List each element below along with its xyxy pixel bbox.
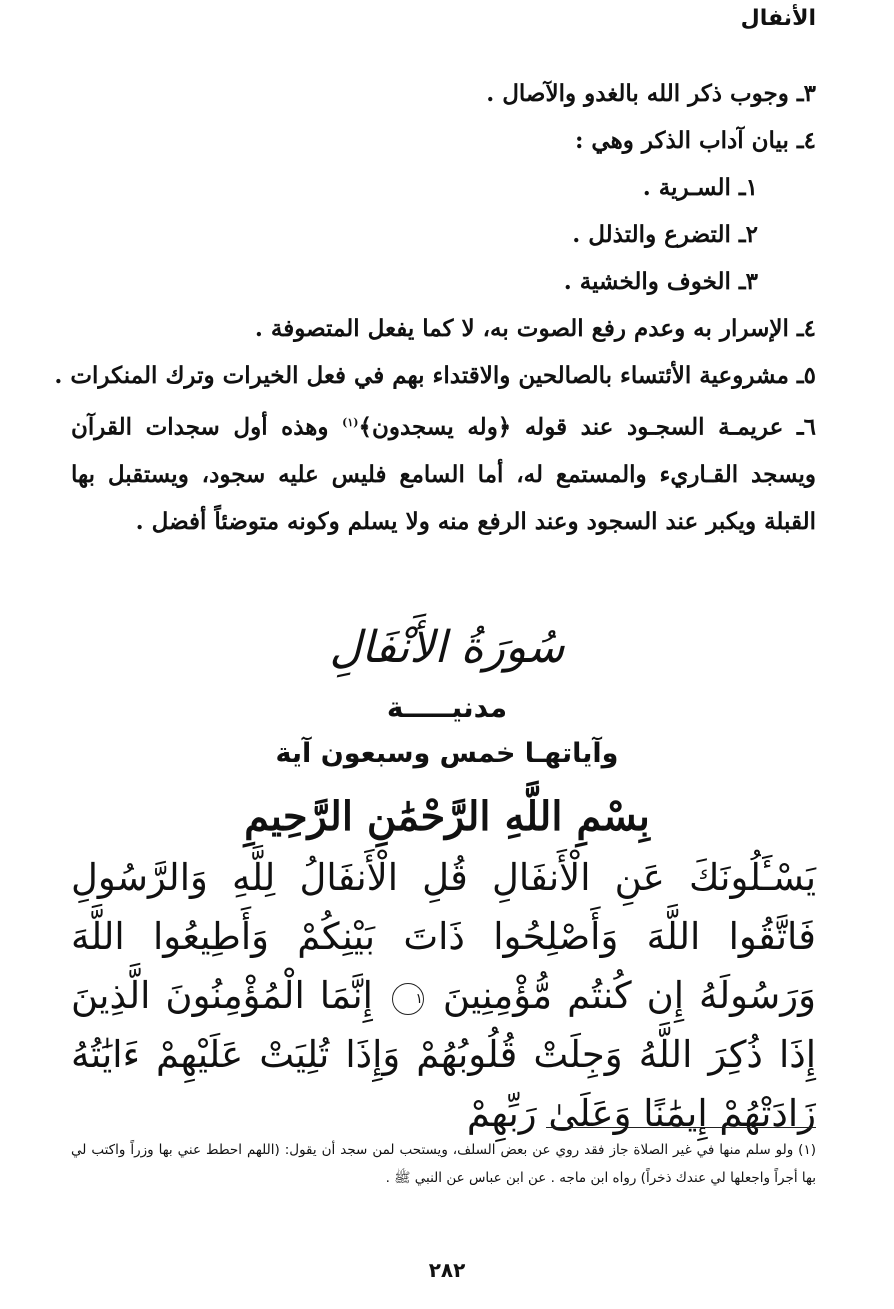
surah-type: مدنيـــــة xyxy=(386,691,508,724)
surah-title: سُورَةُ الأَنْفَالِ xyxy=(329,622,565,673)
sub-item-3: ٣ـ الخوف والخشية . xyxy=(563,268,758,295)
footnote-reference: (١) xyxy=(342,416,359,429)
surah-verse-count: وآياتهـا خمس وسبعون آية xyxy=(275,738,619,769)
surah-heading xyxy=(0,612,894,850)
list-item-6-text: ٦ـ عريمـة السجـود عند قوله ﴿وله يسجدون﴾ xyxy=(358,413,816,441)
quran-verses xyxy=(71,848,816,1143)
footnote: (١) ولو سلم منها في غير الصلاة جاز فقد روي عن بعض السلف، ويستحب لمن سجد أن يقول: (اللهم احطط عني بها وزراً واكتب لي بها أجراً واجعلها لي عندك ذخراً) رواه ابن ماجه . عن ابن عباس عن النبي ﷺ . xyxy=(71,1142,816,1186)
verse-1-text: يَسْـَٔلُونَكَ عَنِ الْأَنفَالِ قُلِ الْأَنفَالُ لِلَّهِ وَالرَّسُولِ فَاتَّقُوا اللَّهَ وَأَصْلِحُوا ذَاتَ بَيْنِكُمْ وَأَطِيعُوا اللَّهَ وَرَسُولَهُ إِن كُنتُم مُّؤْمِنِينَ xyxy=(71,856,816,1017)
list-item-3: ٣ـ وجوب ذكر الله بالغدو والآصال . xyxy=(486,80,816,107)
list-item-5: ٥ـ مشروعية الأئتساء بالصالحين والاقتداء بهم في فعل الخيرات وترك المنكرات . xyxy=(54,362,816,389)
running-header: الأنفال xyxy=(740,6,816,31)
verse-2-text: إِنَّمَا الْمُؤْمِنُونَ الَّذِينَ إِذَا ذُكِرَ اللَّهُ وَجِلَتْ قُلُوبُهُمْ وَإِذَا تُلِيَتْ عَلَيْهِمْ ءَايَٰتُهُ زَادَتْهُمْ إِيمَٰنًا وَعَلَىٰ رَبِّهِمْ xyxy=(71,974,816,1135)
page-number: ٢٨٢ xyxy=(428,1258,466,1282)
ayah-number-marker: ١ xyxy=(392,983,424,1015)
sub-item-2: ٢ـ التضرع والتذلل . xyxy=(572,221,758,248)
sub-item-1: ١ـ السـرية . xyxy=(642,174,758,201)
list-item-4-detail: ٤ـ الإسرار به وعدم رفع الصوت به، لا كما يفعل المتصوفة . xyxy=(254,315,816,342)
footnote-divider xyxy=(546,1127,816,1128)
list-item-4: ٤ـ بيان آداب الذكر وهي : xyxy=(574,127,816,154)
list-item-6-continuation: وهذه أول سجدات القرآن ويسجد القـاريء والمستمع له، أما السامع فليس عليه سجود، ويستقبل بها القبلة ويكبر عند السجود وعند الرفع منه ولا يسلم وكونه متوضئاً أفضل . xyxy=(71,413,816,535)
benefits-list xyxy=(54,70,816,545)
list-item-6 xyxy=(71,399,816,545)
basmala: بِسْمِ اللَّهِ الرَّحْمَٰنِ الرَّحِيمِ xyxy=(244,793,650,840)
